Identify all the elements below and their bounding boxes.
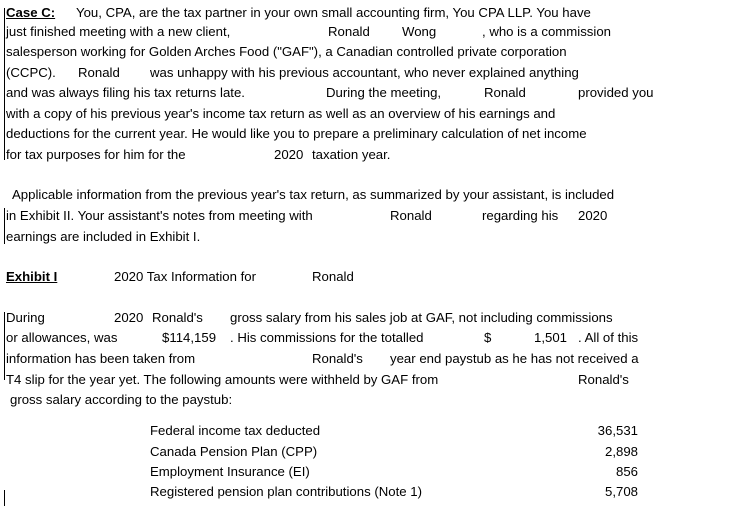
client-last-name: Wong (402, 24, 437, 39)
exhibit-line-1: gross salary from his sales job at GAF, not including commissions (230, 310, 613, 325)
client-possessive: Ronald's (312, 351, 363, 366)
commission-value: 1,501 (534, 330, 568, 345)
case-line-2-end: , who is a commission (482, 24, 611, 39)
case-line-3: salesperson working for Golden Arches Food ("GAF"), a Canadian controlled private corporation (6, 44, 567, 59)
withholding-amount: 2,898 (604, 444, 638, 459)
applicable-line-1: Applicable information from the previous year's tax return, as summarized by your assistant, is included (12, 187, 615, 202)
applicable-line-3: earnings are included in Exhibit I. (6, 229, 201, 244)
applicable-line-2-mid: regarding his (482, 208, 559, 223)
exhibit-line-2-mid: . His commissions for the totalled (230, 330, 424, 345)
withholding-label: Federal income tax deducted (150, 423, 321, 438)
withholding-amount: 36,531 (597, 423, 638, 438)
case-line-8-end: taxation year. (312, 147, 391, 162)
exhibit-line-2-start: or allowances, was (6, 330, 118, 345)
exhibit-line-1-start: During (6, 310, 45, 325)
case-line-6: with a copy of his previous year's income tax return as well as an overview of his earnings and (6, 106, 556, 121)
exhibit-title: 2020 Tax Information for (114, 269, 256, 284)
client-possessive: Ronald's (152, 310, 203, 325)
case-line-7: deductions for the current year. He would like you to prepare a preliminary calculation of net income (6, 126, 587, 141)
tax-year: 2020 (114, 310, 144, 325)
exhibit-line-2-end: . All of this (578, 330, 639, 345)
case-line-5-start: and was always filing his tax returns late. (6, 85, 245, 100)
client-first-name: Ronald (312, 269, 354, 284)
applicable-line-2: in Exhibit II. Your assistant's notes from meeting with (6, 208, 313, 223)
client-first-name: Ronald (78, 65, 120, 80)
client-first-name: Ronald (328, 24, 370, 39)
currency-symbol: $ (484, 330, 492, 345)
case-line-5-end: provided you (578, 85, 654, 100)
exhibit-line-4: T4 slip for the year yet. The following amounts were withheld by GAF from (6, 372, 439, 387)
case-line-5-mid: During the meeting, (326, 85, 442, 100)
withholding-label: Canada Pension Plan (CPP) (150, 444, 318, 459)
withholding-amount: 856 (615, 464, 638, 479)
client-first-name: Ronald (484, 85, 526, 100)
exhibit-label: Exhibit I (6, 269, 58, 284)
tax-year: 2020 (274, 147, 304, 162)
withholding-label: Employment Insurance (EI) (150, 464, 310, 479)
exhibit-line-3-start: information has been taken from (6, 351, 196, 366)
exhibit-line-5: gross salary according to the paystub: (10, 392, 233, 407)
tax-year: 2020 (578, 208, 608, 223)
exhibit-line-3-end: year end paystub as he has not received a (390, 351, 639, 366)
withholding-amount: 5,708 (604, 484, 638, 499)
case-line-8: for tax purposes for him for the (6, 147, 186, 162)
client-first-name: Ronald (390, 208, 432, 223)
client-possessive: Ronald's (578, 372, 629, 387)
case-line-2: just finished meeting with a new client, (6, 24, 231, 39)
withholding-label: Registered pension plan contributions (Note 1) (150, 484, 422, 499)
case-line-4-start: (CCPC). (6, 65, 56, 80)
gross-salary-value: $114,159 (162, 330, 217, 345)
case-line-4: was unhappy with his previous accountant, who never explained anything (150, 65, 579, 80)
case-line-1: You, CPA, are the tax partner in your own small accounting firm, You CPA LLP. You have (76, 5, 591, 20)
left-margin-rule (4, 490, 5, 506)
case-label: Case C: (6, 5, 56, 20)
